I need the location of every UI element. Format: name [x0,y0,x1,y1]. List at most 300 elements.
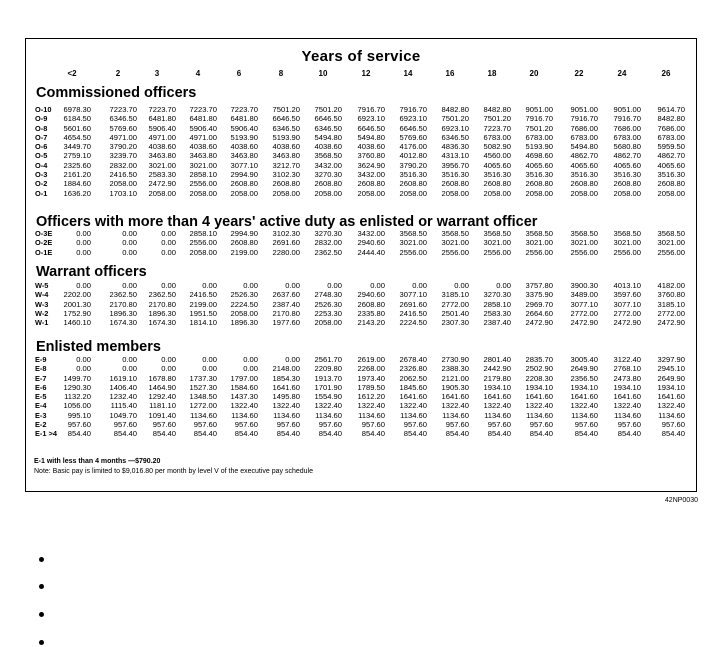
pay-cell: 2058.00 [109,179,137,189]
year-header: 3 [154,69,160,78]
pay-cell: 4038.60 [314,142,342,152]
pay-cell: 6346.50 [272,123,300,133]
grade-label: E-3 [35,410,47,420]
pay-cell: 1322.40 [314,401,342,411]
pay-cell: 2058.00 [657,188,685,198]
pay-cell: 4971.00 [189,132,217,142]
pay-cell: 3239.70 [109,151,137,161]
pay-cell: 3760.80 [357,151,385,161]
pay-cell: 854.40 [529,429,553,439]
pay-cell: 2678.40 [399,355,427,364]
pay-cell: 854.40 [67,429,91,439]
pay-cell: 3568.50 [570,229,598,238]
pay-cell: 1641.60 [657,392,685,402]
pay-cell: 2170.80 [109,299,137,309]
pay-cell: 1641.60 [525,392,553,402]
bullet-2 [39,584,44,589]
pay-cell: 0.00 [161,229,176,238]
pay-cell: 2608.80 [441,179,469,189]
pay-cell: 8482.80 [657,114,685,124]
pay-cell: 2969.70 [525,299,553,309]
pay-cell: 3077.10 [399,290,427,300]
table-row [26,355,696,364]
grade-label: W-2 [35,308,49,318]
pay-cell: 7501.20 [272,105,300,114]
pay-cell: 957.60 [152,420,176,430]
pay-cell: 2058.00 [272,188,300,198]
pay-cell: 0.00 [161,364,176,374]
pay-cell: 957.60 [113,420,137,430]
pay-cell: 1934.10 [657,382,685,392]
pay-cell: 9051.00 [613,105,641,114]
pay-cell: 7223.70 [189,105,217,114]
pay-cell: 2472.90 [525,318,553,328]
pay-cell: 2608.80 [483,179,511,189]
pay-cell: 7223.70 [483,123,511,133]
year-header: 24 [617,69,627,78]
pay-cell: 2649.90 [657,373,685,383]
pay-cell: 2940.60 [357,238,385,248]
table-row [26,281,696,290]
year-header: 8 [278,69,284,78]
pay-cell: 1641.60 [570,392,598,402]
pay-cell: 2209.80 [314,364,342,374]
pay-cell: 7686.00 [570,123,598,133]
pay-cell: 3757.80 [525,281,553,290]
pay-cell: 957.60 [193,420,217,430]
year-header: 14 [403,69,413,78]
pay-cell: 2387.40 [483,318,511,328]
pay-cell: 1703.10 [109,188,137,198]
pay-cell: 5601.60 [63,123,91,133]
pay-cell: 6481.80 [230,114,258,124]
table-row [26,142,696,151]
pay-cell: 2608.80 [657,179,685,189]
pay-cell: 2556.00 [525,247,553,257]
table-row [26,248,696,257]
pay-cell: 4836.30 [441,142,469,152]
pay-cell: 3463.80 [272,151,300,161]
grade-label: O-2E [35,238,53,248]
pay-cell: 3021.00 [148,160,176,170]
pay-cell: 5193.90 [525,142,553,152]
pay-cell: 1322.40 [570,401,598,411]
pay-cell: 7916.70 [570,114,598,124]
pay-cell: 2202.00 [63,290,91,300]
pay-cell: 1674.30 [148,318,176,328]
pay-cell: 3516.30 [657,170,685,180]
pay-cell: 3516.30 [525,170,553,180]
table-row [26,105,696,114]
pay-cell: 1495.80 [272,392,300,402]
pay-cell: 2994.90 [230,170,258,180]
pay-cell: 854.40 [276,429,300,439]
pay-cell: 7501.20 [525,123,553,133]
pay-cell: 2691.60 [272,238,300,248]
pay-cell: 2940.60 [357,290,385,300]
pay-cell: 1499.70 [63,373,91,383]
pay-cell: 2608.80 [570,179,598,189]
pay-cell: 0.00 [370,281,385,290]
pay-cell: 0.00 [202,355,217,364]
pay-cell: 2325.60 [63,160,91,170]
grade-label: O-6 [35,142,48,152]
pay-cell: 1406.40 [109,382,137,392]
grade-label: O-2 [35,179,48,189]
pay-cell: 3102.30 [272,229,300,238]
pay-cell: 5193.90 [230,132,258,142]
grade-label: E-1 >4 [35,429,57,439]
pay-cell: 0.00 [161,247,176,257]
pay-cell: 3077.10 [613,299,641,309]
pay-cell: 4862.70 [657,151,685,161]
pay-cell: 1292.40 [148,392,176,402]
pay-cell: 1554.90 [314,392,342,402]
pay-cell: 854.40 [487,429,511,439]
pay-cell: 3568.50 [613,229,641,238]
pay-cell: 5769.60 [109,123,137,133]
table-row [26,383,696,392]
pay-cell: 1884.60 [63,179,91,189]
pay-cell: 1934.10 [570,382,598,392]
pay-cell: 4654.50 [63,132,91,142]
pay-cell: 7223.70 [148,105,176,114]
pay-cell: 2502.90 [525,364,553,374]
table-row [26,309,696,318]
pay-cell: 4065.60 [613,160,641,170]
pay-cell: 2442.90 [483,364,511,374]
table-row [26,411,696,420]
year-header: 26 [661,69,671,78]
grade-label: E-8 [35,364,47,374]
pay-cell: 6978.30 [63,105,91,114]
pay-cell: 0.00 [454,281,469,290]
pay-cell: 3516.30 [441,170,469,180]
pay-cell: 3568.50 [657,229,685,238]
pay-cell: 854.40 [661,429,685,439]
pay-cell: 7223.70 [109,105,137,114]
pay-cell: 2199.00 [230,247,258,257]
pay-cell: 2416.50 [399,308,427,318]
pay-cell: 2608.80 [272,179,300,189]
grade-label: W-1 [35,318,49,328]
pay-cell: 3449.70 [63,142,91,152]
pay-cell: 1973.40 [357,373,385,383]
pay-cell: 6346.50 [314,123,342,133]
pay-cell: 1934.10 [613,382,641,392]
pay-cell: 2472.90 [613,318,641,328]
pay-cell: 2772.00 [441,299,469,309]
pay-cell: 1115.40 [110,401,137,411]
pay-cell: 995.10 [67,410,91,420]
pay-cell: 7916.70 [357,105,385,114]
pay-cell: 2556.00 [613,247,641,257]
pay-cell: 4065.60 [657,160,685,170]
pay-cell: 5769.60 [399,132,427,142]
pay-cell: 2526.30 [314,299,342,309]
pay-cell: 1322.40 [357,401,385,411]
table-title: Years of service [301,48,421,65]
pay-cell: 0.00 [122,247,137,257]
pay-cell: 1134.60 [484,410,511,420]
pay-cell: 3021.00 [570,238,598,248]
pay-cell: 0.00 [202,281,217,290]
pay-cell: 3021.00 [189,160,217,170]
pay-cell: 2583.30 [483,308,511,318]
pay-cell: 7916.70 [399,105,427,114]
grade-label: E-4 [35,401,47,411]
pay-table-frame [25,38,697,492]
pay-cell: 2148.00 [272,364,300,374]
pay-cell: 4862.70 [613,151,641,161]
pay-cell: 1641.60 [483,392,511,402]
pay-cell: 2001.30 [63,299,91,309]
pay-cell: 2583.30 [148,170,176,180]
pay-cell: 3568.50 [483,229,511,238]
pay-cell: 2058.00 [189,188,217,198]
pay-cell: 4038.60 [148,142,176,152]
pay-cell: 1460.10 [63,318,91,328]
pay-cell: 1905.30 [441,382,469,392]
bullet-1 [39,557,44,562]
pay-cell: 0.00 [161,281,176,290]
pay-cell: 2224.50 [399,318,427,328]
pay-cell: 0.00 [76,238,91,248]
pay-cell: 6346.50 [441,132,469,142]
table-row [26,114,696,123]
pay-cell: 6646.50 [399,123,427,133]
pay-cell: 1290.30 [63,382,91,392]
pay-cell: 2224.50 [230,299,258,309]
section-title: Enlisted members [36,339,161,355]
pay-cell: 4038.60 [230,142,258,152]
table-row [26,170,696,179]
pay-cell: 2691.60 [399,299,427,309]
grade-label: E-2 [35,420,47,430]
footnote-e1: E-1 with less than 4 months —$790.20 [34,458,161,465]
pay-cell: 0.00 [122,229,137,238]
pay-cell: 957.60 [487,420,511,430]
pay-cell: 3568.50 [525,229,553,238]
grade-label: O-1E [35,247,53,257]
pay-cell: 2058.00 [441,188,469,198]
pay-cell: 957.60 [574,420,598,430]
grade-label: O-1 [35,188,48,198]
pay-cell: 3463.80 [148,151,176,161]
table-row [26,229,696,238]
pay-cell: 1056.00 [63,401,91,411]
pay-cell: 3077.10 [570,299,598,309]
pay-cell: 0.00 [202,364,217,374]
pay-cell: 2388.30 [441,364,469,374]
pay-cell: 1934.10 [483,382,511,392]
pay-cell: 4313.10 [441,151,469,161]
pay-cell: 957.60 [617,420,641,430]
pay-cell: 2556.00 [189,179,217,189]
pay-cell: 3516.30 [399,170,427,180]
pay-cell: 1619.10 [109,373,137,383]
pay-cell: 6923.10 [441,123,469,133]
table-row [26,392,696,401]
pay-cell: 6646.50 [314,114,342,124]
pay-cell: 4862.70 [570,151,598,161]
pay-cell: 1134.60 [442,410,469,420]
pay-cell: 3568.50 [441,229,469,238]
pay-cell: 7223.70 [230,105,258,114]
table-row [26,420,696,429]
pay-cell: 2473.80 [613,373,641,383]
pay-cell: 1527.30 [189,382,217,392]
pay-cell: 6783.00 [483,132,511,142]
pay-cell: 1322.40 [657,401,685,411]
section-title: Warrant officers [36,264,147,280]
pay-cell: 1134.60 [614,410,641,420]
pay-cell: 6783.00 [570,132,598,142]
pay-cell: 3021.00 [657,238,685,248]
pay-cell: 5680.80 [613,142,641,152]
pay-cell: 4698.60 [525,151,553,161]
pay-cell: 3212.70 [272,160,300,170]
pay-cell: 2161.20 [63,170,91,180]
pay-cell: 2556.00 [657,247,685,257]
pay-cell: 854.40 [113,429,137,439]
pay-cell: 4182.00 [657,281,685,290]
pay-cell: 2608.80 [525,179,553,189]
pay-cell: 1641.60 [399,392,427,402]
pay-cell: 2058.00 [357,188,385,198]
pay-cell: 6783.00 [525,132,553,142]
year-header: 2 [115,69,121,78]
grade-label: O-8 [35,123,48,133]
pay-cell: 2058.00 [314,188,342,198]
pay-cell: 1678.80 [148,373,176,383]
pay-cell: 4065.60 [570,160,598,170]
pay-cell: 3516.30 [483,170,511,180]
pay-cell: 2058.00 [230,308,258,318]
pay-cell: 1322.40 [613,401,641,411]
pay-cell: 2858.10 [189,229,217,238]
section-rows [26,355,696,439]
pay-cell: 7916.70 [613,114,641,124]
year-header: 12 [361,69,371,78]
pay-cell: 1049.70 [109,410,137,420]
pay-cell: 5494.80 [357,132,385,142]
pay-cell: 2608.80 [230,179,258,189]
pay-cell: 2472.90 [657,318,685,328]
pay-cell: 2143.20 [357,318,385,328]
pay-cell: 0.00 [122,364,137,374]
pay-cell: 2416.50 [189,290,217,300]
pay-cell: 2835.70 [525,355,553,364]
pay-cell: 1737.30 [189,373,217,383]
pay-cell: 2387.40 [272,299,300,309]
pay-cell: 7916.70 [525,114,553,124]
pay-cell: 1134.60 [315,410,342,420]
pay-cell: 0.00 [327,281,342,290]
pay-cell: 2253.30 [314,308,342,318]
pay-cell: 3297.90 [657,355,685,364]
pay-cell: 957.60 [318,420,342,430]
pay-cell: 3021.00 [483,238,511,248]
pay-cell: 3021.00 [441,238,469,248]
table-row [26,401,696,410]
table-row [26,290,696,299]
pay-cell: 3021.00 [613,238,641,248]
pay-cell: 1134.60 [358,410,385,420]
pay-cell: 0.00 [161,238,176,248]
pay-cell: 1934.10 [525,382,553,392]
table-row [26,189,696,198]
pay-cell: 2179.80 [483,373,511,383]
pay-cell: 1134.60 [571,410,598,420]
grade-label: E-5 [35,392,47,402]
section-rows [26,229,696,257]
pay-cell: 2121.00 [441,373,469,383]
pay-cell: 0.00 [76,355,91,364]
pay-cell: 0.00 [76,364,91,374]
pay-cell: 1132.20 [64,392,91,402]
pay-cell: 1896.30 [148,308,176,318]
table-row [26,151,696,160]
pay-cell: 2362.50 [148,290,176,300]
pay-cell: 3270.30 [314,170,342,180]
pay-cell: 3516.30 [613,170,641,180]
table-row [26,318,696,327]
pay-cell: 3375.90 [525,290,553,300]
pay-cell: 5193.90 [272,132,300,142]
pay-cell: 5906.40 [189,123,217,133]
pay-cell: 2556.00 [189,238,217,248]
pay-cell: 854.40 [403,429,427,439]
pay-cell: 2556.00 [399,247,427,257]
pay-cell: 2170.80 [272,308,300,318]
pay-cell: 1789.50 [357,382,385,392]
pay-cell: 2748.30 [314,290,342,300]
pay-cell: 2759.10 [63,151,91,161]
pay-cell: 2608.80 [613,179,641,189]
pay-cell: 5906.40 [148,123,176,133]
pay-cell: 0.00 [76,247,91,257]
pay-cell: 1896.30 [230,318,258,328]
pay-cell: 6923.10 [357,114,385,124]
year-header: 22 [574,69,584,78]
pay-cell: 6481.80 [148,114,176,124]
pay-cell: 3760.80 [657,290,685,300]
pay-cell: 2472.90 [148,179,176,189]
grade-label: O-5 [35,151,48,161]
section-title: Officers with more than 4 years' active duty as enlisted or warrant officer [36,214,538,230]
pay-cell: 2556.00 [570,247,598,257]
pay-cell: 1584.60 [230,382,258,392]
table-row [26,374,696,383]
table-row [26,429,696,438]
pay-cell: 1322.40 [483,401,511,411]
pay-cell: 7501.20 [483,114,511,124]
pay-cell: 0.00 [496,281,511,290]
pay-cell: 4971.00 [148,132,176,142]
pay-cell: 0.00 [122,281,137,290]
pay-cell: 6481.80 [189,114,217,124]
pay-cell: 1612.20 [357,392,385,402]
pay-cell: 0.00 [412,281,427,290]
pay-cell: 2619.00 [357,355,385,364]
pay-cell: 4038.60 [189,142,217,152]
pay-cell: 2772.00 [613,308,641,318]
pay-cell: 3516.30 [570,170,598,180]
pay-cell: 2472.90 [570,318,598,328]
pay-cell: 7686.00 [657,123,685,133]
pay-cell: 1845.60 [399,382,427,392]
